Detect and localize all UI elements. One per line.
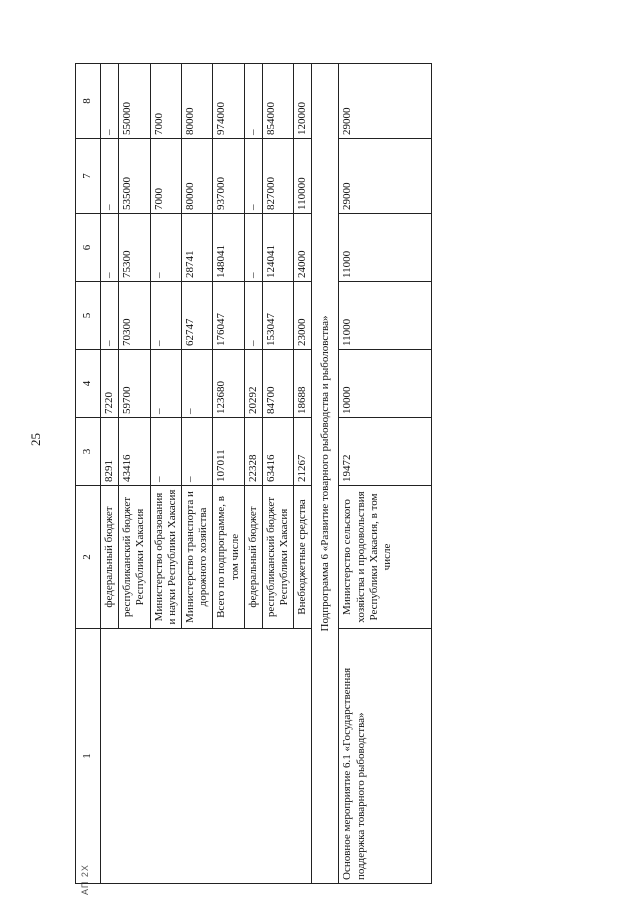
value-cell: 827000 bbox=[262, 139, 293, 214]
source-label: республиканский бюджет Республики Хакасия bbox=[262, 486, 293, 629]
value-cell: 10000 bbox=[339, 350, 432, 418]
main-activity-row bbox=[339, 64, 432, 884]
value-cell: 62747 bbox=[181, 282, 212, 350]
value-cell: 29000 bbox=[339, 64, 432, 139]
value-cell: – bbox=[101, 282, 119, 350]
source-label: Внебюджетные средства bbox=[294, 486, 312, 629]
header-cell: 4 bbox=[76, 350, 101, 418]
header-cell: 8 bbox=[76, 64, 101, 139]
value-cell: 84700 bbox=[262, 350, 293, 418]
value-cell: – bbox=[150, 418, 181, 486]
header-cell: 3 bbox=[76, 418, 101, 486]
empty-name-cell bbox=[101, 629, 312, 884]
value-cell: 22328 bbox=[244, 418, 262, 486]
value-cell: 7000 bbox=[150, 64, 181, 139]
header-cell: 2 bbox=[76, 486, 101, 629]
value-cell: 21267 bbox=[294, 418, 312, 486]
value-cell: 8291 bbox=[101, 418, 119, 486]
header-cell: 1 bbox=[76, 629, 101, 884]
executor-label: Министерство сельского хозяйства и продовольствия Республики Хакасия, в том числе bbox=[339, 486, 432, 629]
value-cell: 43416 bbox=[119, 418, 150, 486]
rotated-table-container bbox=[75, 64, 545, 884]
value-cell: 148041 bbox=[213, 214, 244, 282]
value-cell: 29000 bbox=[339, 139, 432, 214]
header-cell: 5 bbox=[76, 282, 101, 350]
value-cell: 153047 bbox=[262, 282, 293, 350]
value-cell: – bbox=[150, 350, 181, 418]
source-label: Министерство транспорта и дорожного хозяйства bbox=[181, 486, 212, 629]
source-label: федеральный бюджет bbox=[101, 486, 119, 629]
source-label: Всего по подпрограмме, в том числе bbox=[213, 486, 244, 629]
header-cell: 7 bbox=[76, 139, 101, 214]
subprogram-row bbox=[312, 64, 339, 884]
header-cell: 6 bbox=[76, 214, 101, 282]
value-cell: 59700 bbox=[119, 350, 150, 418]
value-cell: 11000 bbox=[339, 282, 432, 350]
value-cell: 20292 bbox=[244, 350, 262, 418]
value-cell: 11000 bbox=[339, 214, 432, 282]
value-cell: 124041 bbox=[262, 214, 293, 282]
value-cell: 937000 bbox=[213, 139, 244, 214]
value-cell: 7000 bbox=[150, 139, 181, 214]
value-cell: – bbox=[150, 282, 181, 350]
page-number: 25 bbox=[28, 433, 43, 446]
value-cell: 70300 bbox=[119, 282, 150, 350]
value-cell: 75300 bbox=[119, 214, 150, 282]
value-cell: 176047 bbox=[213, 282, 244, 350]
value-cell: – bbox=[150, 214, 181, 282]
value-cell: 974000 bbox=[213, 64, 244, 139]
header-row bbox=[76, 64, 101, 884]
value-cell: – bbox=[181, 350, 212, 418]
source-label: федеральный бюджет bbox=[244, 486, 262, 629]
value-cell: 110000 bbox=[294, 139, 312, 214]
margin-stamp: АП 2Х bbox=[80, 864, 90, 895]
value-cell: – bbox=[181, 418, 212, 486]
value-cell: 120000 bbox=[294, 64, 312, 139]
value-cell: – bbox=[101, 214, 119, 282]
subprogram-title: Подпрограмма 6 «Развитие товарного рыбоводства и рыболовства» bbox=[312, 64, 339, 884]
value-cell: 7220 bbox=[101, 350, 119, 418]
value-cell: 80000 bbox=[181, 139, 212, 214]
value-cell: 107011 bbox=[213, 418, 244, 486]
value-cell: 63416 bbox=[262, 418, 293, 486]
value-cell: – bbox=[244, 139, 262, 214]
value-cell: 24000 bbox=[294, 214, 312, 282]
value-cell: – bbox=[244, 282, 262, 350]
activity-name: Основное мероприятие 6.1 «Государственная поддержка товарного рыбоводства» bbox=[339, 629, 432, 884]
value-cell: 123680 bbox=[213, 350, 244, 418]
value-cell: 18688 bbox=[294, 350, 312, 418]
value-cell: 535000 bbox=[119, 139, 150, 214]
value-cell: – bbox=[244, 214, 262, 282]
budget-table bbox=[75, 63, 432, 884]
table-row bbox=[101, 64, 119, 884]
value-cell: 19472 bbox=[339, 418, 432, 486]
value-cell: 23000 bbox=[294, 282, 312, 350]
value-cell: 80000 bbox=[181, 64, 212, 139]
value-cell: 28741 bbox=[181, 214, 212, 282]
source-label: Министерство образования и науки Республики Хакасия bbox=[150, 486, 181, 629]
value-cell: 854000 bbox=[262, 64, 293, 139]
source-label: республиканский бюджет Республики Хакасия bbox=[119, 486, 150, 629]
value-cell: 550000 bbox=[119, 64, 150, 139]
value-cell: – bbox=[244, 64, 262, 139]
value-cell: – bbox=[101, 139, 119, 214]
value-cell: – bbox=[101, 64, 119, 139]
